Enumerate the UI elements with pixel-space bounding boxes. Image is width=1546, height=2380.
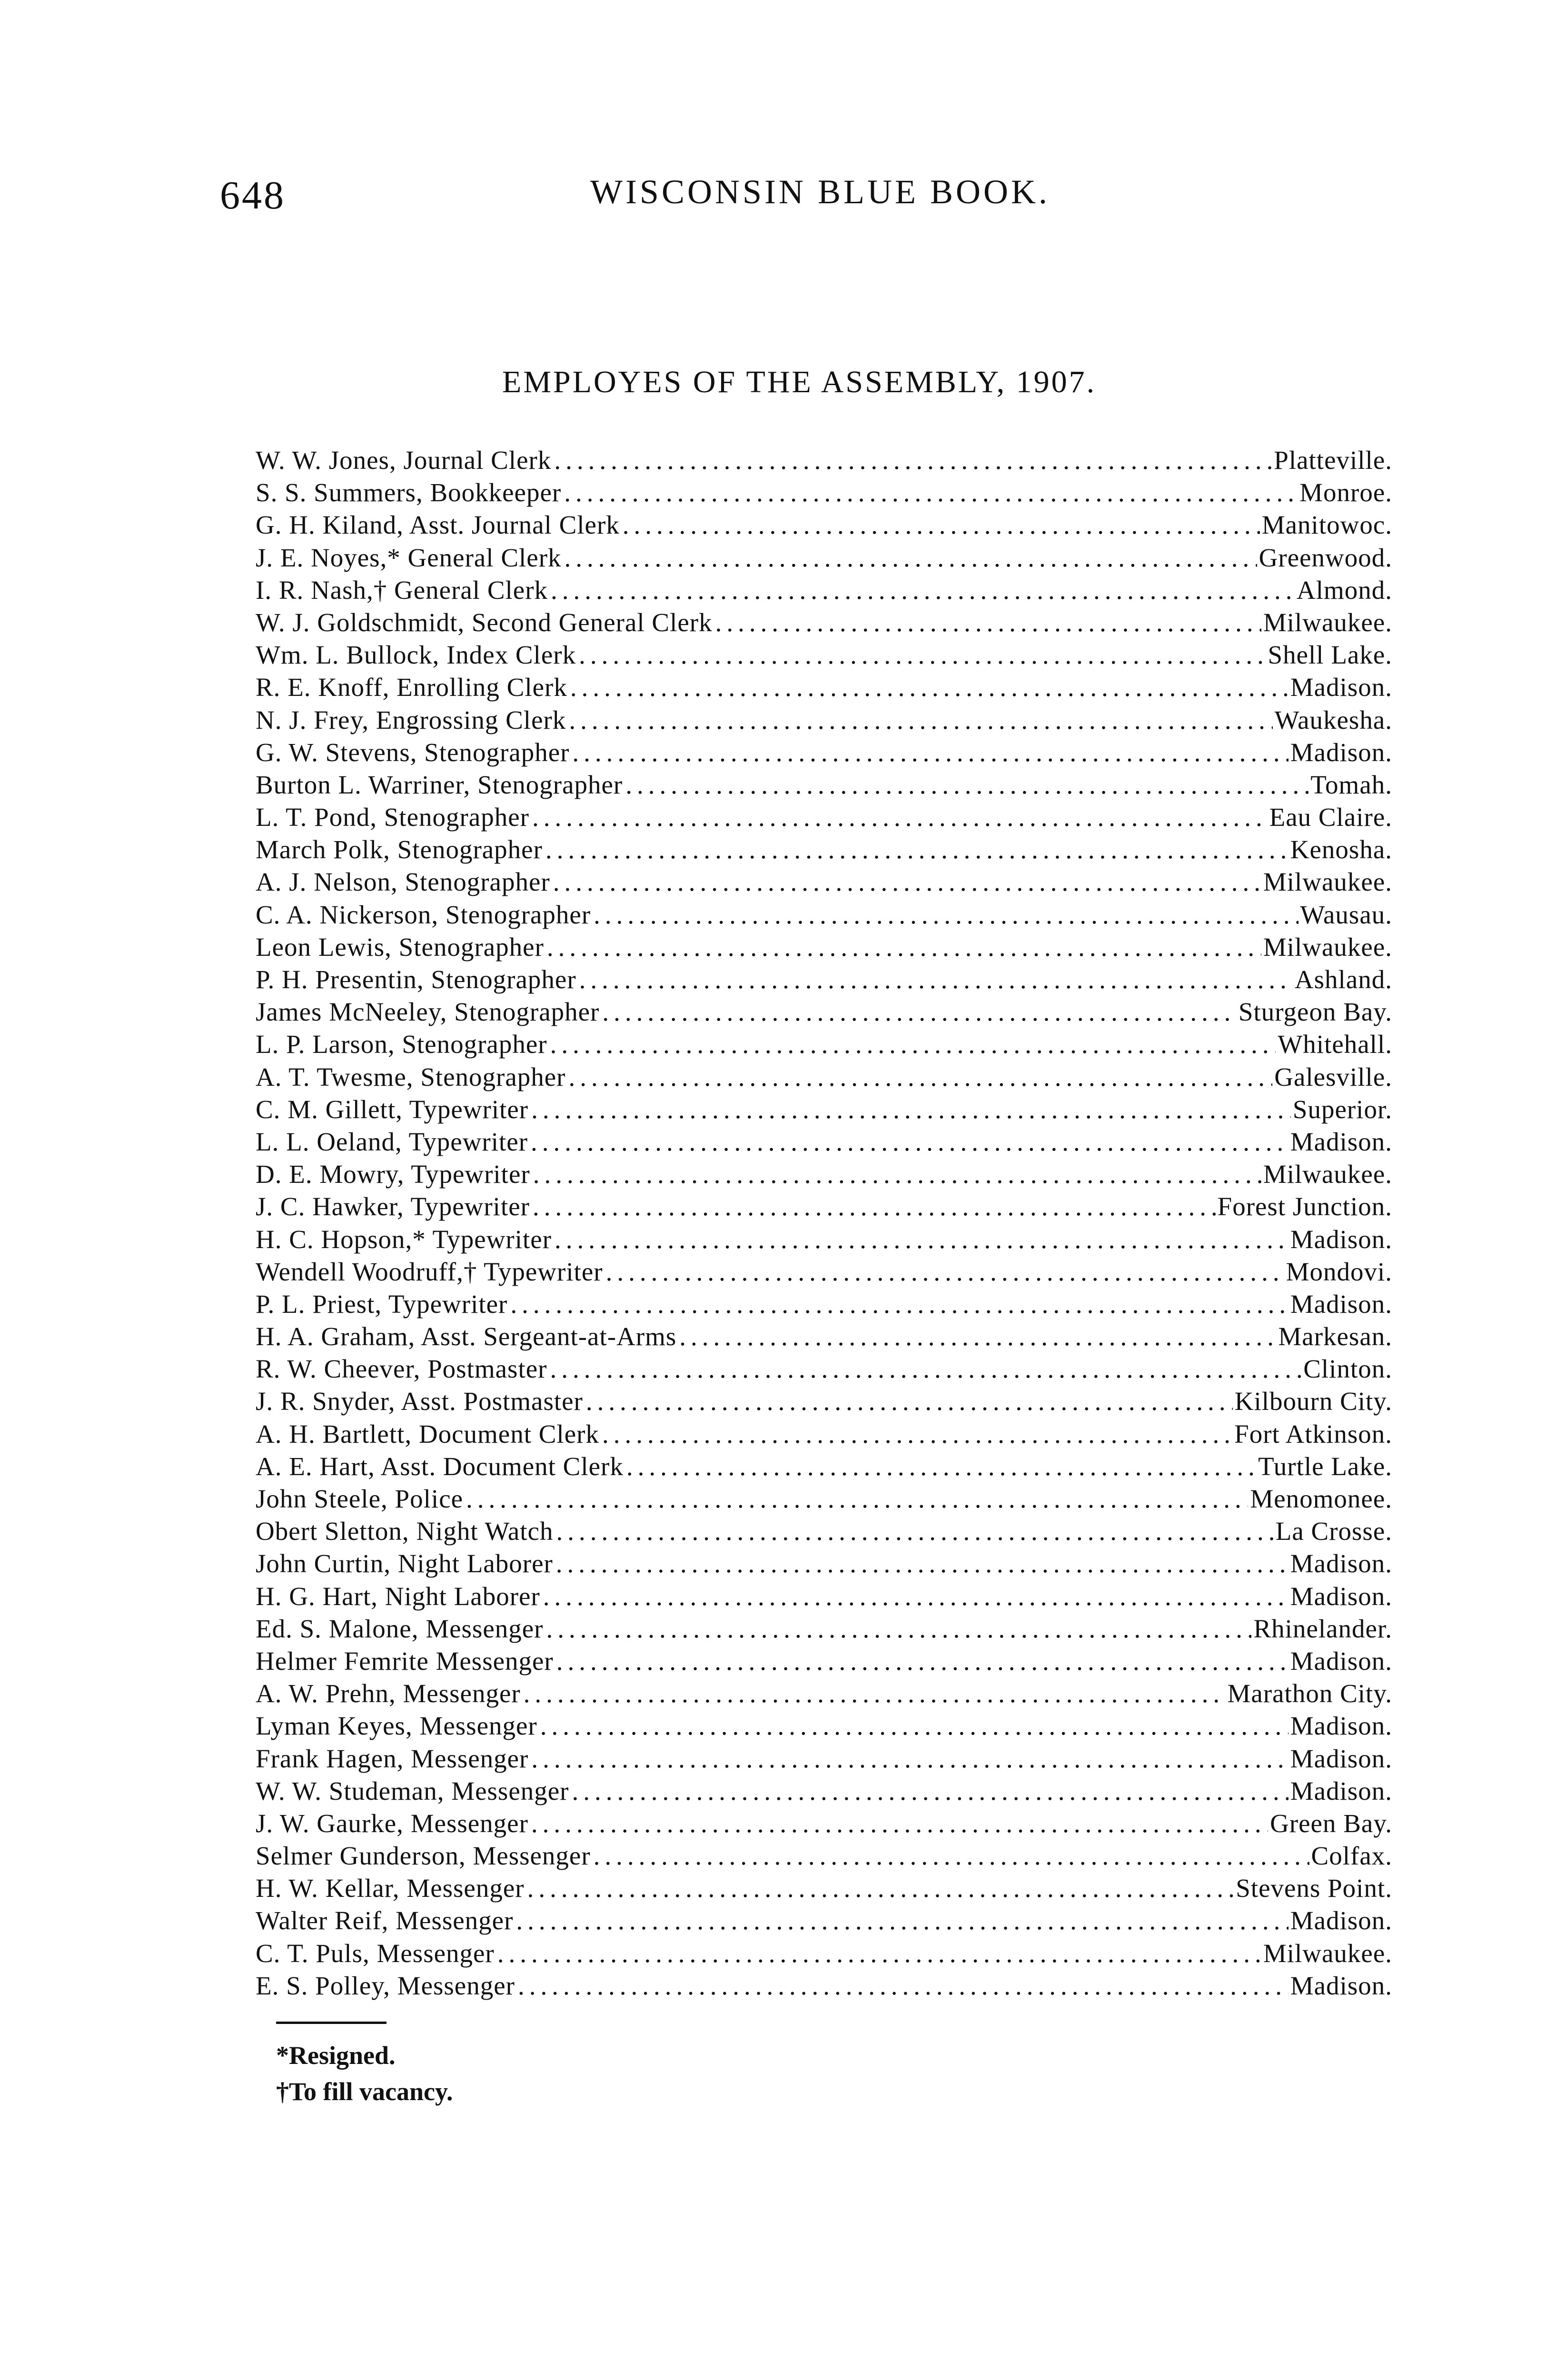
dot-leader [516, 1905, 1288, 1935]
footnote-resigned: *Resigned. [276, 2041, 396, 2070]
employee-name-title: G. H. Kiland, Asst. Journal Clerk [256, 510, 620, 540]
employee-name-title: C. T. Puls, Messenger [256, 1938, 495, 1968]
employee-name-title: I. R. Nash,† General Clerk [256, 575, 548, 605]
employee-residence: Rhinelander. [1253, 1614, 1392, 1643]
employee-name-title: P. H. Presentin, Stenographer [256, 965, 576, 994]
dot-leader [555, 1224, 1288, 1254]
dot-leader [510, 1289, 1288, 1319]
dot-leader [545, 834, 1288, 864]
employee-name-title: L. P. Larson, Stenographer [256, 1030, 547, 1059]
employee-row [256, 1776, 1392, 1808]
dot-leader [546, 1614, 1251, 1644]
employee-row [256, 1614, 1392, 1646]
employee-name-title: Helmer Femrite Messenger [256, 1646, 554, 1676]
employee-row [256, 1127, 1392, 1159]
dot-leader [547, 932, 1261, 962]
employee-row [256, 672, 1392, 704]
employee-residence: Greenwood. [1259, 543, 1392, 572]
employee-name-title: N. J. Frey, Engrossing Clerk [256, 705, 566, 734]
employee-row [256, 1451, 1392, 1484]
employee-name-title: C. M. Gillett, Typewriter [256, 1094, 529, 1124]
employee-residence: Galesville. [1274, 1062, 1392, 1091]
employee-name-title: W. J. Goldschmidt, Second General Clerk [256, 607, 713, 637]
employee-residence: Whitehall. [1278, 1030, 1392, 1059]
employee-residence: Mondovi. [1286, 1257, 1392, 1286]
employee-residence: Milwaukee. [1263, 867, 1392, 897]
employee-residence: Platteville. [1274, 446, 1392, 475]
dot-leader [568, 1062, 1272, 1092]
employee-row [256, 932, 1392, 964]
employee-residence: Almond. [1296, 575, 1392, 605]
employee-residence: Wausau. [1300, 900, 1392, 929]
employee-row [256, 1905, 1392, 1938]
employee-residence: Madison. [1290, 1776, 1392, 1805]
employee-name-title: R. E. Knoff, Enrolling Clerk [256, 673, 567, 702]
dot-leader [524, 1678, 1226, 1708]
employee-residence: Superior. [1292, 1094, 1392, 1124]
employee-name-title: J. W. Gaurke, Messenger [256, 1808, 528, 1838]
employee-row [256, 1938, 1392, 1971]
dot-leader [579, 964, 1293, 994]
dot-leader [586, 1386, 1233, 1416]
dot-leader [556, 1516, 1273, 1546]
dot-leader [579, 640, 1266, 670]
employee-row [256, 997, 1392, 1029]
employee-name-title: James McNeeley, Stenographer [256, 997, 600, 1027]
dot-leader [625, 770, 1308, 800]
dot-leader [531, 1744, 1288, 1774]
employee-name-title: H. A. Graham, Asst. Sergeant-at-Arms [256, 1322, 677, 1351]
dot-leader [532, 802, 1268, 832]
section-title: EMPLOYES OF THE ASSEMBLY, 1907. [502, 365, 1097, 399]
employee-name-title: A. J. Nelson, Stenographer [256, 867, 550, 897]
dot-leader [518, 1971, 1288, 2001]
employee-name-title: R. W. Cheever, Postmaster [256, 1354, 547, 1384]
dot-leader [466, 1484, 1248, 1514]
footnote-vacancy: †To fill vacancy. [276, 2077, 453, 2106]
employee-residence: Madison. [1290, 1906, 1392, 1935]
employee-residence: Eau Claire. [1269, 803, 1392, 832]
employee-residence: Forest Junction. [1217, 1192, 1392, 1221]
employee-row [256, 1062, 1392, 1094]
employee-name-title: J. R. Snyder, Asst. Postmaster [256, 1387, 583, 1416]
dot-leader [606, 1257, 1284, 1287]
employee-row [256, 1971, 1392, 2003]
employee-name-title: A. T. Twesme, Stenographer [256, 1062, 566, 1091]
employee-row [256, 964, 1392, 997]
dot-leader [626, 1451, 1256, 1481]
dot-leader [543, 1581, 1288, 1611]
employee-name-title: G. W. Stevens, Stenographer [256, 737, 570, 767]
employee-row [256, 802, 1392, 834]
dot-leader [572, 1776, 1288, 1806]
employee-row [256, 640, 1392, 672]
employee-name-title: Ed. S. Malone, Messenger [256, 1614, 544, 1643]
dot-leader [715, 607, 1261, 637]
employee-residence: Turtle Lake. [1258, 1451, 1392, 1481]
dot-leader [531, 1127, 1288, 1157]
dot-leader [594, 900, 1298, 930]
employee-name-title: Wendell Woodruff,† Typewriter [256, 1257, 603, 1286]
dot-leader [550, 1029, 1276, 1059]
dot-leader [533, 1191, 1216, 1221]
employee-residence: Madison. [1290, 1581, 1392, 1611]
employee-row [256, 1581, 1392, 1614]
employee-row [256, 1257, 1392, 1289]
employee-residence: Kenosha. [1290, 835, 1392, 864]
employee-row [256, 477, 1392, 510]
employee-name-title: P. L. Priest, Typewriter [256, 1289, 508, 1319]
employee-name-title: John Steele, Police [256, 1484, 464, 1513]
employee-residence: Kilbourn City. [1234, 1387, 1392, 1416]
employee-residence: Madison. [1290, 1549, 1392, 1578]
dot-leader [527, 1873, 1234, 1903]
dot-leader [602, 997, 1236, 1027]
employee-row [256, 1029, 1392, 1061]
employee-row [256, 1646, 1392, 1678]
employee-name-title: S. S. Summers, Bookkeeper [256, 478, 562, 507]
employee-row [256, 1354, 1392, 1386]
employee-name-title: W. W. Studeman, Messenger [256, 1776, 569, 1805]
employee-residence: Milwaukee. [1263, 607, 1392, 637]
page-number: 648 [220, 173, 286, 218]
employee-row [256, 1744, 1392, 1776]
employee-row [256, 1516, 1392, 1548]
employee-name-title: L. L. Oeland, Typewriter [256, 1127, 528, 1156]
employee-row [256, 445, 1392, 477]
employee-row [256, 607, 1392, 640]
employee-residence: Shell Lake. [1268, 640, 1392, 670]
employee-name-title: W. W. Jones, Journal Clerk [256, 446, 552, 475]
dot-leader [565, 543, 1257, 573]
employee-row [256, 1484, 1392, 1516]
dot-leader [594, 1841, 1309, 1871]
dot-leader [551, 575, 1295, 605]
employee-residence: Colfax. [1311, 1841, 1392, 1871]
employee-row [256, 1386, 1392, 1418]
employee-name-title: Obert Sletton, Night Watch [256, 1517, 554, 1546]
dot-leader [564, 477, 1298, 507]
dot-leader [556, 1646, 1288, 1676]
employee-row [256, 1094, 1392, 1127]
employee-name-title: Frank Hagen, Messenger [256, 1744, 529, 1773]
employee-residence: Madison. [1290, 1711, 1392, 1741]
employee-residence: Ashland. [1294, 965, 1392, 994]
employee-name-title: H. G. Hart, Night Laborer [256, 1581, 540, 1611]
dot-leader [533, 1159, 1261, 1189]
employee-row [256, 1678, 1392, 1711]
employee-residence: La Crosse. [1275, 1517, 1392, 1546]
employee-row [256, 510, 1392, 542]
employee-row [256, 1808, 1392, 1841]
employee-name-title: Selmer Gunderson, Messenger [256, 1841, 591, 1871]
dot-leader [679, 1321, 1276, 1351]
employee-row [256, 1548, 1392, 1581]
employee-row [256, 1224, 1392, 1257]
employee-residence: Milwaukee. [1263, 932, 1392, 962]
dot-leader [497, 1938, 1261, 1968]
dot-leader [602, 1419, 1232, 1449]
employee-name-title: D. E. Mowry, Typewriter [256, 1160, 530, 1189]
employee-row [256, 705, 1392, 737]
employee-name-title: Wm. L. Bullock, Index Clerk [256, 640, 576, 670]
employee-row [256, 543, 1392, 575]
employee-row [256, 737, 1392, 770]
employee-name-title: Lyman Keyes, Messenger [256, 1711, 537, 1741]
employee-residence: Green Bay. [1270, 1808, 1392, 1838]
dot-leader [531, 1094, 1291, 1124]
employee-residence: Madison. [1290, 1744, 1392, 1773]
employee-name-title: C. A. Nickerson, Stenographer [256, 900, 591, 929]
employee-name-title: A. H. Bartlett, Document Clerk [256, 1419, 599, 1448]
employee-residence: Menomonee. [1250, 1484, 1392, 1513]
dot-leader [554, 445, 1272, 475]
employee-row [256, 1191, 1392, 1224]
dot-leader [550, 1354, 1301, 1384]
employee-name-title: Leon Lewis, Stenographer [256, 932, 544, 962]
employee-residence: Manitowoc. [1261, 510, 1392, 540]
employee-name-title: H. W. Kellar, Messenger [256, 1874, 525, 1903]
dot-leader [570, 672, 1288, 702]
employee-name-title: Burton L. Warriner, Stenographer [256, 770, 623, 799]
employee-residence: Madison. [1290, 1127, 1392, 1156]
employee-name-title: March Polk, Stenographer [256, 835, 543, 864]
employee-residence: Stevens Point. [1236, 1874, 1392, 1903]
dot-leader [531, 1808, 1268, 1838]
employee-residence: Waukesha. [1274, 705, 1392, 734]
employee-row [256, 834, 1392, 867]
employee-residence: Tomah. [1310, 770, 1392, 799]
employee-name-title: J. E. Noyes,* General Clerk [256, 543, 562, 572]
employee-residence: Milwaukee. [1263, 1938, 1392, 1968]
employee-name-title: J. C. Hawker, Typewriter [256, 1192, 530, 1221]
employee-name-title: A. E. Hart, Asst. Document Clerk [256, 1451, 624, 1481]
employee-name-title: L. T. Pond, Stenographer [256, 803, 529, 832]
footnotes [276, 2037, 453, 2110]
dot-leader [569, 705, 1272, 735]
employee-row [256, 575, 1392, 607]
employee-row [256, 1289, 1392, 1321]
employee-residence: Monroe. [1299, 478, 1392, 507]
employee-name-title: A. W. Prehn, Messenger [256, 1679, 521, 1708]
dot-leader [572, 737, 1288, 767]
employee-name-title: Walter Reif, Messenger [256, 1906, 514, 1935]
employee-residence: Clinton. [1303, 1354, 1392, 1384]
employee-residence: Madison. [1290, 1224, 1392, 1254]
employee-name-title: John Curtin, Night Laborer [256, 1549, 553, 1578]
employee-row [256, 900, 1392, 932]
employee-row [256, 867, 1392, 899]
employee-roster [256, 445, 1392, 2003]
employee-row [256, 770, 1392, 802]
employee-residence: Madison. [1290, 1646, 1392, 1676]
running-title: WISCONSIN BLUE BOOK. [590, 173, 1050, 211]
employee-row [256, 1711, 1392, 1743]
employee-residence: Sturgeon Bay. [1238, 997, 1392, 1027]
employee-residence: Madison. [1290, 1289, 1392, 1319]
employee-residence: Milwaukee. [1263, 1160, 1392, 1189]
employee-residence: Madison. [1290, 1971, 1392, 2000]
employee-residence: Madison. [1290, 737, 1392, 767]
dot-leader [540, 1711, 1288, 1741]
employee-name-title: E. S. Polley, Messenger [256, 1971, 515, 2000]
employee-row [256, 1873, 1392, 1905]
employee-row [256, 1419, 1392, 1451]
employee-row [256, 1841, 1392, 1873]
dot-leader [553, 867, 1261, 897]
employee-residence: Markesan. [1278, 1322, 1392, 1351]
employee-residence: Madison. [1290, 673, 1392, 702]
employee-residence: Fort Atkinson. [1234, 1419, 1392, 1448]
employee-row [256, 1159, 1392, 1191]
employee-row [256, 1321, 1392, 1354]
employee-name-title: H. C. Hopson,* Typewriter [256, 1224, 552, 1254]
dot-leader [556, 1548, 1288, 1578]
employee-residence: Marathon City. [1227, 1679, 1392, 1708]
dot-leader [623, 510, 1260, 540]
footnote-rule [276, 2022, 386, 2024]
